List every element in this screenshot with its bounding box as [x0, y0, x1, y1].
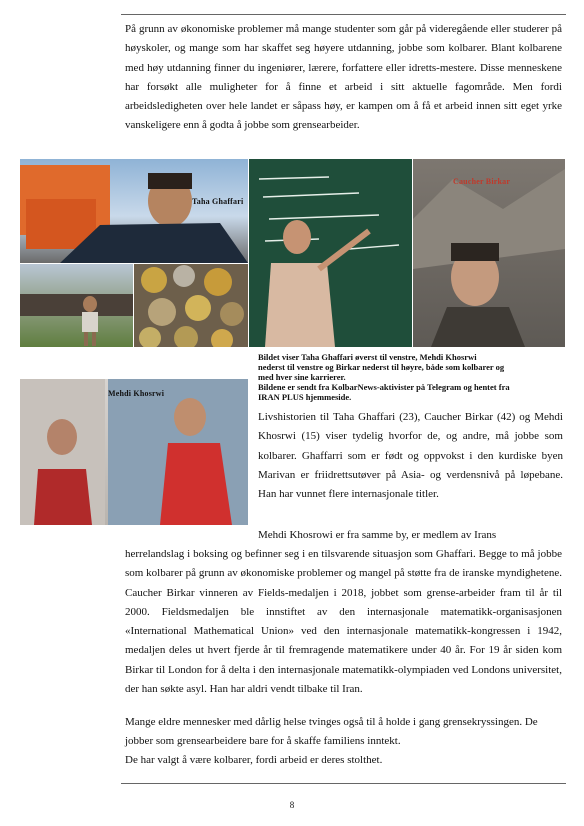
photo-medals: [134, 264, 248, 347]
photo-label-mehdi: Mehdi Khosrwi: [108, 389, 165, 398]
paragraph-pride: De har valgt å være kolbarer, fordi arbeid er deres stolthet.: [125, 754, 383, 766]
photo-taha-ghaffari: [20, 159, 248, 263]
page-number: 8: [289, 800, 295, 810]
caption-line-1: Bildet viser Taha Ghaffari øverst til venstre, Mehdi Khosrwi: [258, 352, 477, 362]
bottom-rule: [121, 783, 566, 784]
photo-mehdi-khosrwi: [20, 379, 248, 525]
paragraph-mehdi-birkar: herrelandslag i boksing og befinner seg i en tilsvarende situasjon som Ghaffari. Begge to må jobbe som kolbarer på grunn av økonomiske problemer og mangel på støtte fra de iranske myndighetene. Caucher Birkar vinneren av Fields-medaljen i 2018, jobbet som grense-arbeider fram til år til 2000. Fieldsmedaljen ble innstiftet av den internasjonale matematikk-organisasjonen «International Mathematical Union» ved den internasjonale matematikk-kongressen i 1942, medaljen deles ut hvert fjerde år til fremragende matematikere under 40 år. For 19 år siden kom Birkar til London for å delta i den internasjonale matematikk-olympiaden ved Londons universitet, der han søkte asyl. Han har aldri vendt tilbake til Iran.: [125, 548, 562, 696]
caption-line-3: med hver sine karrierer.: [258, 372, 346, 382]
top-rule: [121, 14, 566, 15]
caption-line-4: Bildene er sendt fra KolbarNews-aktivister på Telegram og hentet fra: [258, 382, 510, 392]
paragraph-intro: På grunn av økonomiske problemer må mange studenter som går på videregående eller studerer på høyskoler, og mange som har skaffet seg høyere utdanning, jobbe som kolbarer. Blant kolbarene med høy utdanning finner du ingeniører, lærere, forfattere eller idretts-mestere. Disse menneskene har forsøkt alle muligheter for å finne et arbeid i sitt aktuelle fagområde. Men fordi arbeidsledigheten over hele landet er såpass høy, er kampen om å få et arbeid innen sitt eget yrke vanskeligere enn å godta å jobbe som grensearbeider.: [125, 23, 562, 132]
caption-line-2: nederst til venstre og Birkar nederst til høyre, både som kolbarer og: [258, 362, 505, 372]
photo-caucher-birkar-blackboard: [249, 159, 412, 347]
photo-label-birkar: Caucher Birkar: [453, 177, 511, 186]
photo-caucher-birkar-mountain: [413, 159, 565, 347]
caption-line-5: IRAN PLUS hjemmeside.: [258, 392, 352, 402]
paragraph-life-stories: Livshistorien til Taha Ghaffari (23), Caucher Birkar (42) og Mehdi Khosrwi (15) viser tydelig hvorfor de, og andre, må jobbe som kolbarer. Ghaffarri som er født og oppvokst i den kurdiske byen Marivan er friidrettsutøver på Asia- og verdensnivå på løpebane. Han har vunnet flere internasjonale titler.: [258, 411, 563, 501]
paragraph-elderly: Mange eldre mennesker med dårlig helse tvinges også til å holde i gang grensekryssingen. De jobber som grensearbeidere bare for å skaffe familiens inntekt.: [125, 716, 538, 748]
photo-caption: [258, 352, 578, 402]
paragraph-mehdi-start: Mehdi Khosrowi er fra samme by, er medlem av Irans: [258, 529, 497, 541]
photo-runner: [20, 264, 133, 347]
photo-label-taha: Taha Ghaffari: [192, 197, 244, 206]
